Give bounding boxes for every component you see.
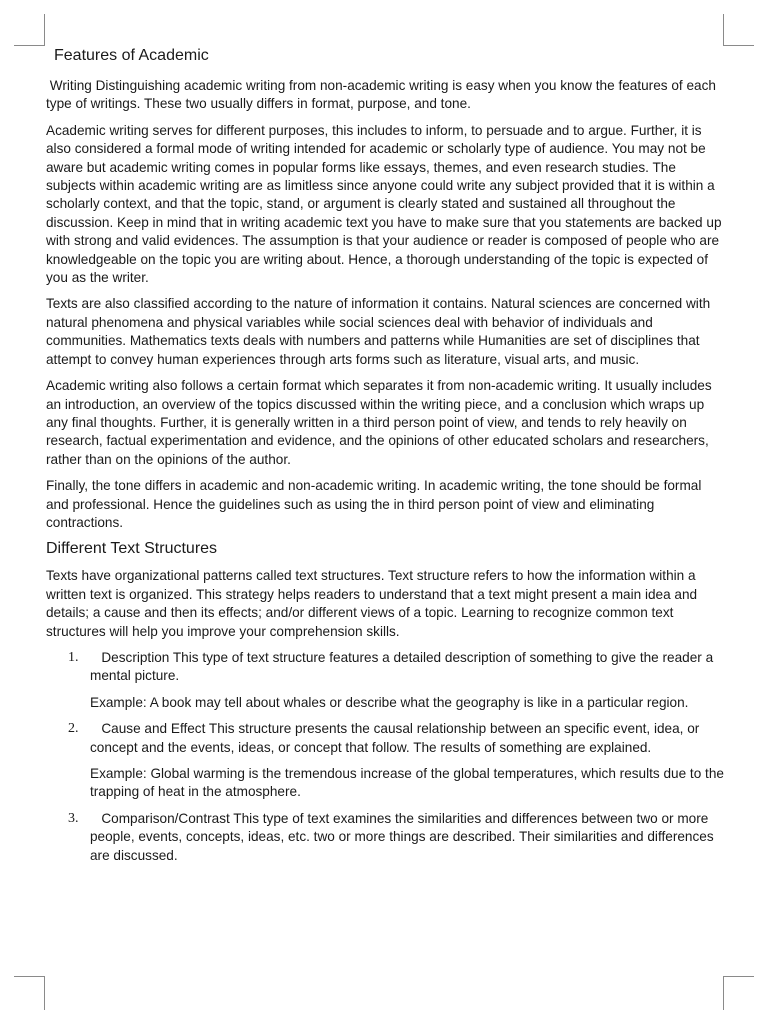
list-item-text: Cause and Effect This structure presents the causal relationship between an specific event, idea, or concept and the events, ideas, or concept that follow. The results of something are explained. bbox=[90, 721, 704, 755]
crop-mark-top-right-v bbox=[723, 14, 724, 46]
crop-mark-bottom-right-v bbox=[723, 976, 724, 1010]
intro-paragraph: Writing Distinguishing academic writing from non-academic writing is easy when you know the features of each type of writings. These two usually differs in format, purpose, and tone. bbox=[46, 78, 720, 112]
crop-mark-bottom-right-h bbox=[723, 976, 754, 977]
list-item-example: Example: A book may tell about whales or describe what the geography is like in a particular region. bbox=[90, 694, 689, 710]
list-item bbox=[46, 649, 726, 712]
list-item-text: Comparison/Contrast This type of text examines the similarities and differences between two or more people, events, concepts, ideas, etc. two or more things are described. Their similarities and differences are discussed. bbox=[90, 810, 718, 863]
section-heading-features: Features of Academic bbox=[54, 47, 209, 64]
paragraph-tone: Finally, the tone differs in academic and non-academic writing. In academic writing, the tone should be formal and professional. Hence the guidelines such as using the in third person point of view and eliminating contractions. bbox=[46, 478, 702, 530]
paragraph-classification: Texts are also classified according to the nature of information it contains. Natural sciences are concerned with natural phenomena and physical variables while social sciences deal with behavior of individuals and communities. Mathematics texts deals with numbers and patterns while Humanities are set of disciplines that attempt to convey human experiences through arts forms such as literature, visual arts, and music. bbox=[46, 296, 711, 367]
list-number: 2. bbox=[68, 721, 79, 737]
section-heading-text-structures: Different Text Structures bbox=[46, 540, 218, 558]
list-item-text: Description This type of text structure features a detailed description of something to give the reader a mental picture. bbox=[90, 649, 717, 684]
paragraph-purpose: Academic writing serves for different purposes, this includes to inform, to persuade and to argue. Further, it is also considered a formal mode of writing intended for academic or scholarly type of audience. You may not be aware but academic writing comes in popular forms like essays, themes, and even research studies. The subjects within academic writing are as limitless since anyone could write any subject provided that it is within a scholarly context, and that the topic, stand, or argument is clearly stated and sustained all throughout the discussion. Keep in mind that in writing academic text you have to make sure that you statements are backed up with strong and valid evidences. The assumption is that your audience or reader is composed of people who are knowledgeable on the topic you are writing about. Hence, a thorough understanding of the topic is expected of you as the writer. bbox=[46, 122, 722, 286]
crop-mark-top-left-v bbox=[44, 14, 45, 46]
text-structure-list bbox=[46, 649, 726, 865]
list-number: 1. bbox=[68, 649, 79, 665]
crop-mark-bottom-left-h bbox=[14, 976, 45, 977]
crop-mark-bottom-left-v bbox=[44, 976, 45, 1010]
paragraph-format: Academic writing also follows a certain format which separates it from non-academic writing. It usually includes an introduction, an overview of the topics discussed within the writing piece, and a conclusion which wraps up any final thoughts. Further, it is generally written in a third person point of view, and tends to rely heavily on research, factual experimentation and evidence, and the opinions of other educated scholars and researchers, rather than on the opinions of the author. bbox=[46, 378, 712, 467]
list-number: 3. bbox=[68, 810, 79, 826]
list-item-example: Example: Global warming is the tremendous increase of the global temperatures, which results due to the trapping of heat in the atmosphere. bbox=[90, 766, 724, 800]
crop-mark-top-right-h bbox=[723, 45, 754, 46]
document-page bbox=[46, 47, 726, 873]
text-structures-intro: Texts have organizational patterns called text structures. Text structure refers to how the information within a written text is organized. This strategy helps readers to understand that a text might present a main idea and details; a cause and then its effects; and/or different views of a topic. Learning to recognize common text structures will help you improve your comprehension skills. bbox=[46, 568, 698, 639]
list-item bbox=[46, 810, 726, 865]
list-item bbox=[46, 720, 726, 802]
crop-mark-top-left-h bbox=[14, 45, 45, 46]
